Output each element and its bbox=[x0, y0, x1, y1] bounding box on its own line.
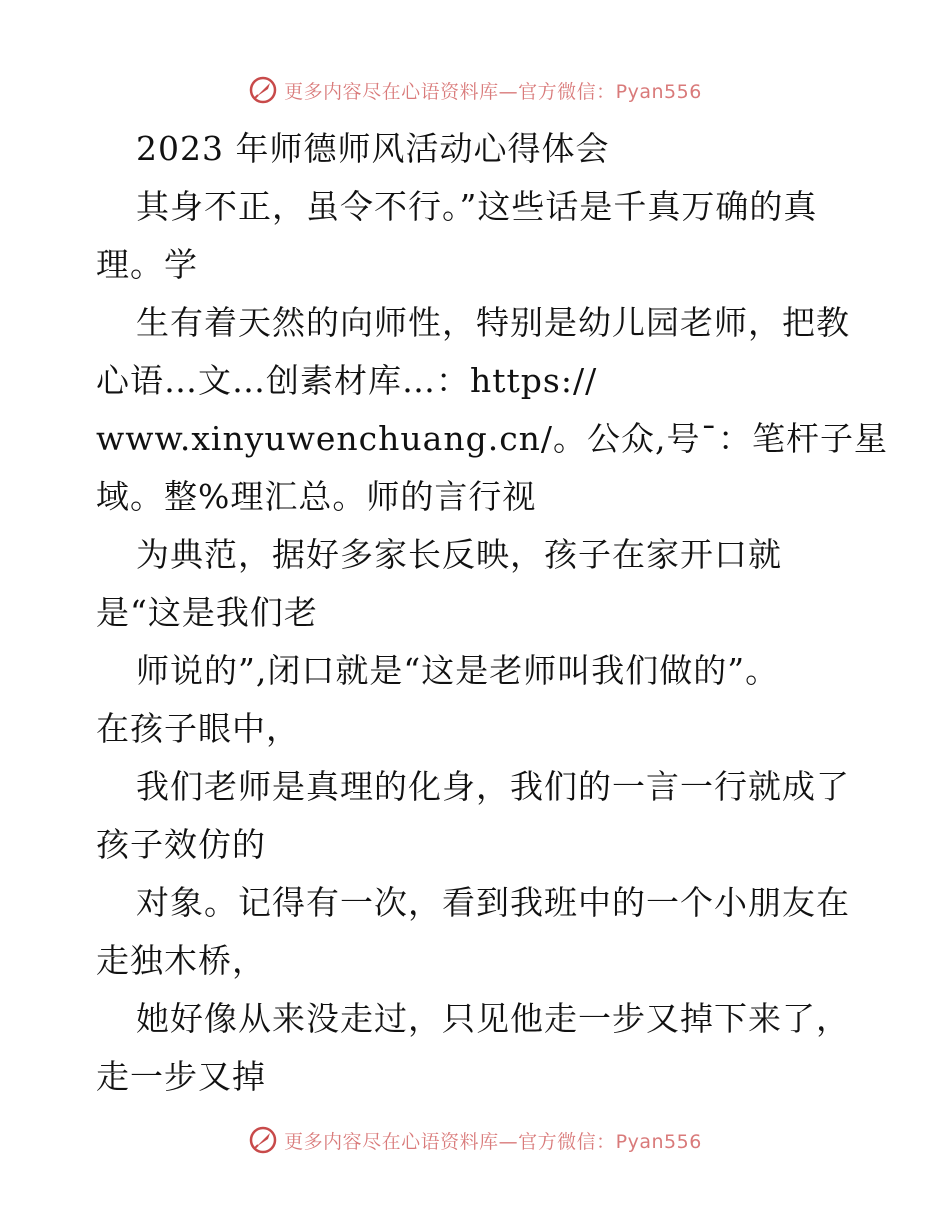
watermark-text: 更多内容尽在心语资料库—官方微信：Pyan556 bbox=[284, 1130, 702, 1153]
text-line: 域。整%理汇总。师的言行视 bbox=[96, 477, 537, 516]
text-line: 师说的”,闭口就是“这是老师叫我们做的”。 bbox=[136, 651, 780, 690]
text-line: 走一步又掉 bbox=[96, 1057, 266, 1096]
text-line: 对象。记得有一次，看到我班中的一个小朋友在 bbox=[136, 883, 850, 922]
text-line: 她好像从来没走过，只见他走一步又掉下来了， bbox=[136, 999, 850, 1038]
text-line: 2023 年师德师风活动心得体会 bbox=[136, 129, 610, 168]
footer-watermark bbox=[0, 1120, 950, 1160]
text-line: 在孩子眼中， bbox=[96, 709, 300, 748]
text-line: 其身不正，虽令不行。”这些话是千真万确的真 bbox=[136, 187, 818, 226]
document-body bbox=[96, 120, 889, 1106]
text-line: 生有着天然的向师性，特别是幼儿园老师，把教 bbox=[136, 303, 850, 342]
text-line: 我们老师是真理的化身，我们的一言一行就成了 bbox=[136, 767, 850, 806]
text-line: 理。学 bbox=[96, 245, 198, 284]
text-line: 孩子效仿的 bbox=[96, 825, 266, 864]
text-line: www.xinyuwenchuang.cn/。公众,号¯：笔杆子星 bbox=[96, 419, 889, 458]
watermark-text: 更多内容尽在心语资料库—官方微信：Pyan556 bbox=[284, 80, 702, 103]
text-line: 走独木桥， bbox=[96, 941, 266, 980]
text-line: 心语…文…创素材库…：https:// bbox=[96, 361, 598, 400]
text-line: 是“这是我们老 bbox=[96, 593, 318, 632]
quill-logo-icon bbox=[248, 75, 278, 105]
header-watermark bbox=[0, 70, 950, 110]
quill-logo-icon bbox=[248, 1125, 278, 1155]
text-line: 为典范，据好多家长反映，孩子在家开口就 bbox=[136, 535, 782, 574]
